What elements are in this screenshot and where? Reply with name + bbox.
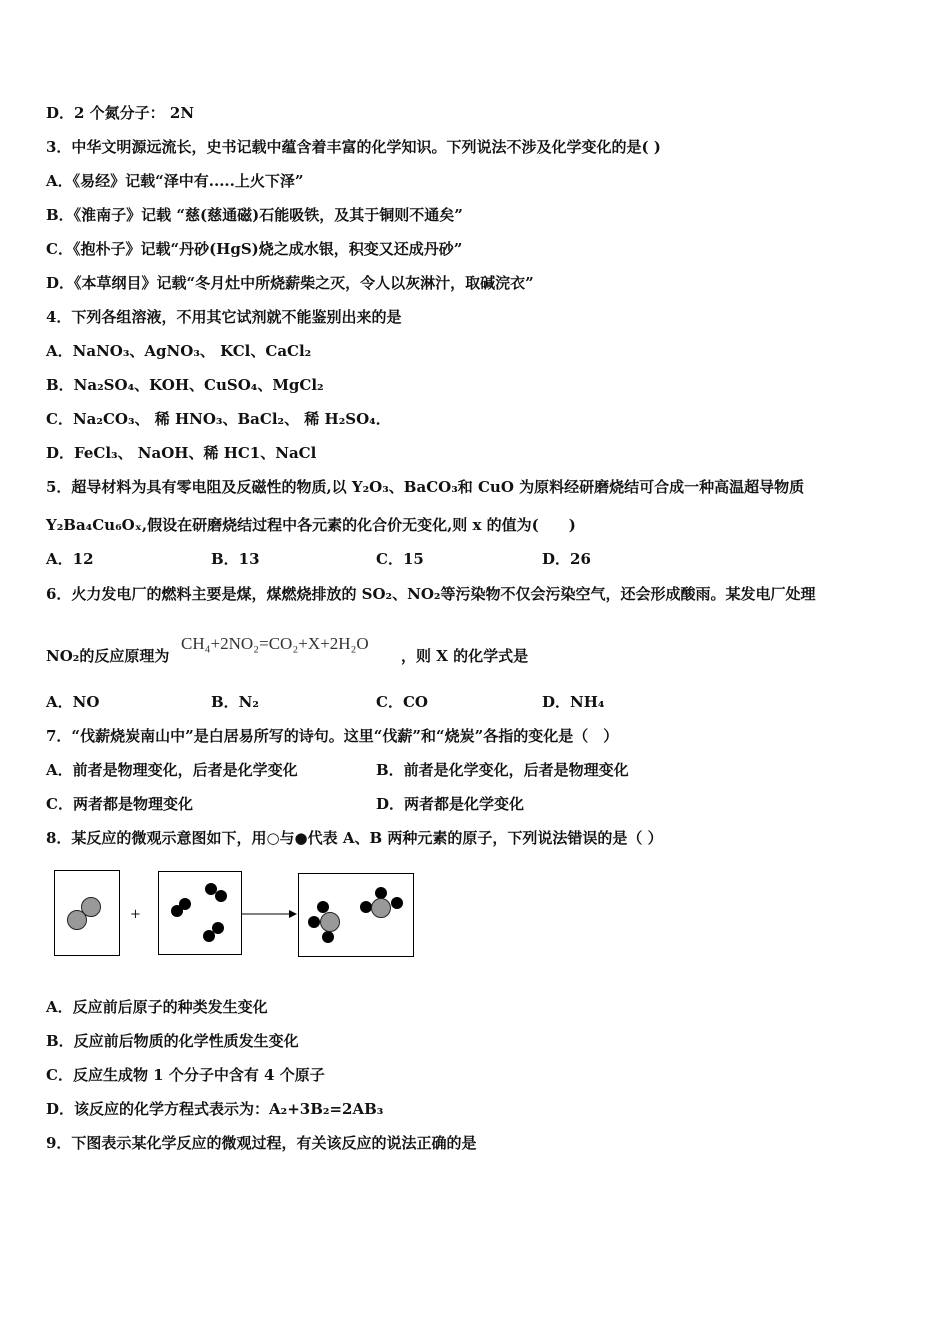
atom-b	[391, 897, 403, 909]
q2-option-d: D．2 个氮分子： 2N	[46, 104, 195, 122]
atom-b	[179, 898, 191, 910]
q3-option-a: A．《易经》记载“泽中有.....上火下泽”	[46, 172, 304, 190]
q6-stem-line2-pre: NO₂的反应原理为	[46, 647, 170, 665]
atom-b	[322, 931, 334, 943]
q5-stem-line2: Y₂Ba₄Cu₆Oₓ,假设在研磨烧结过程中各元素的化合价无变化,则 x 的值为( )	[46, 516, 576, 534]
q3-stem: 3．中华文明源远流长，史书记载中蕴含着丰富的化学知识。下列说法不涉及化学变化的是( )	[46, 138, 661, 156]
q6-stem-line1: 6．火力发电厂的燃料主要是煤，煤燃烧排放的 SO₂、NO₂等污染物不仅会污染空气，还会形成酸雨。某发电厂处理	[46, 585, 816, 603]
q8-option-b: B．反应前后物质的化学性质发生变化	[46, 1032, 299, 1050]
q7-option-d: D．两者都是化学变化	[376, 795, 525, 813]
arrow-icon	[242, 907, 298, 921]
atom-a	[67, 910, 87, 930]
q8-option-c: C．反应生成物 1 个分子中含有 4 个原子	[46, 1066, 325, 1084]
q5-option-a: A．12	[46, 550, 94, 568]
atom-b	[215, 890, 227, 902]
q9-stem: 9．下图表示某化学反应的微观过程，有关该反应的说法正确的是	[46, 1134, 477, 1152]
q6-option-c: C．CO	[376, 693, 428, 711]
atom-b	[203, 930, 215, 942]
q7-option-b: B．前者是化学变化，后者是物理变化	[376, 761, 629, 779]
plus-sign: +	[130, 907, 141, 922]
q4-option-d: D．FeCl₃、 NaOH、稀 HC1、NaCl	[46, 444, 317, 462]
q3-option-c: C．《抱朴子》记载“丹砂(HgS)烧之成水银，积变又还成丹砂”	[46, 240, 463, 258]
q7-option-a: A．前者是物理变化，后者是化学变化	[46, 761, 298, 779]
q6-option-d: D．NH₄	[542, 693, 605, 711]
q6-option-a: A．NO	[46, 693, 100, 711]
q5-option-b: B．13	[211, 550, 260, 568]
product-box-ab3	[298, 873, 414, 957]
q4-option-a: A．NaNO₃、AgNO₃、 KCl、CaCl₂	[46, 342, 312, 360]
q3-option-b: B．《淮南子》记载 “慈(慈通磁)石能吸铁，及其于铜则不通矣”	[46, 206, 463, 224]
atom-b	[308, 916, 320, 928]
q8-stem: 8．某反应的微观示意图如下，用○与●代表 A、B 两种元素的原子，下列说法错误的是（ ）	[46, 829, 663, 847]
q4-option-c: C．Na₂CO₃、 稀 HNO₃、BaCl₂、 稀 H₂SO₄．	[46, 410, 391, 428]
q4-option-b: B．Na₂SO₄、KOH、CuSO₄、MgCl₂	[46, 376, 324, 394]
reactant-box-a2	[54, 870, 120, 956]
q6-option-b: B．N₂	[211, 693, 259, 711]
q8-option-a: A．反应前后原子的种类发生变化	[46, 998, 268, 1016]
q5-option-d: D．26	[542, 550, 591, 568]
q4-stem: 4．下列各组溶液，不用其它试剂就不能鉴别出来的是	[46, 308, 402, 326]
q6-stem-line2-post: ，则 X 的化学式是	[401, 647, 529, 665]
q7-option-c: C．两者都是物理变化	[46, 795, 193, 813]
q6-equation: CH₄+2NO₂=CO₂+X+2H₂O	[181, 634, 369, 653]
q5-stem-line1: 5．超导材料为具有零电阻及反磁性的物质,以 Y₂O₃、BaCO₃和 CuO 为原料经研磨烧结可合成一种高温超导物质	[46, 478, 805, 496]
atom-a	[371, 898, 391, 918]
q7-stem: 7．“伐薪烧炭南山中”是白居易所写的诗句。这里“伐薪”和“烧炭”各指的变化是（ ）	[46, 727, 619, 745]
reactant-box-b2	[158, 871, 242, 955]
atom-a	[320, 912, 340, 932]
q8-option-d: D．该反应的化学方程式表示为：A₂+3B₂=2AB₃	[46, 1100, 384, 1118]
q5-option-c: C．15	[376, 550, 424, 568]
q3-option-d: D．《本草纲目》记载“冬月灶中所烧薪柴之灭，令人以灰淋汁，取碱浣衣”	[46, 274, 534, 292]
